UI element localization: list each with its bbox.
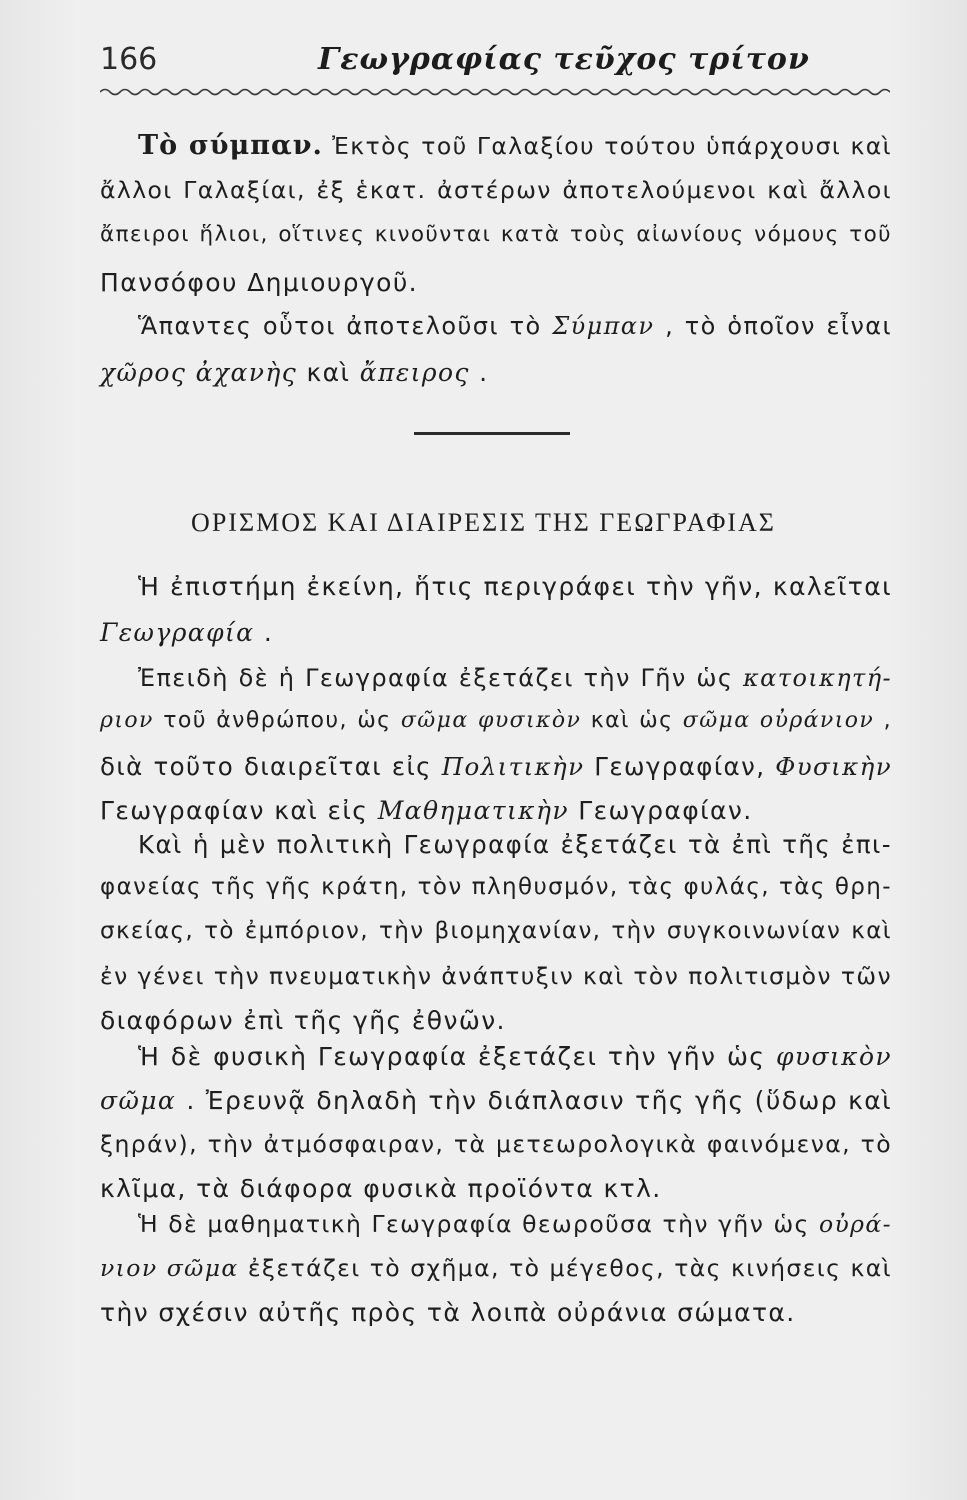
italic-term: Μαθηματικὴν [377,796,569,825]
text-fragment: . [263,618,274,647]
text-fragment: διὰ τοῦτο διαιρεῖται εἰς [100,752,442,781]
text-line: τὴν σχέσιν αὐτῆς πρὸς τὰ λοιπὰ οὐράνια σώματα. [100,1298,796,1327]
wavy-rule [100,86,890,98]
italic-term: Γεωγραφία [100,618,255,647]
page-number: 166 [100,42,158,77]
text-fragment: Γεωγραφίαν. [578,796,753,825]
text-fragment: Γεωγραφίαν καὶ εἰς [100,796,378,825]
text-line: φανείας τῆς γῆς κράτη, τὸν πληθυσμόν, τὰς φυλάς, τὰς θρη- [100,874,892,900]
text-line [100,796,753,825]
text-line [100,752,892,781]
text-line: ἄπειροι ἥλιοι, οἵτινες κινοῦνται κατὰ τοὺς αἰωνίους νόμους τοῦ [100,222,892,247]
text-line: διαφόρων ἐπὶ τῆς γῆς ἐθνῶν. [100,1006,506,1035]
text-fragment: καὶ [306,358,360,387]
text-fragment: Γεωγραφίαν, [594,752,776,781]
lead-term: Τὸ σύμπαν. [138,130,323,161]
italic-term: φυσικὸν [775,1042,892,1071]
text-fragment: καὶ ὡς [590,708,683,733]
italic-term: κατοικητή- [743,664,892,692]
text-line: σκείας, τὸ ἐμπόριον, τὴν βιομηχανίαν, τὴν συγκοινωνίαν καὶ [100,918,892,944]
text-line: κλῖμα, τὰ διάφορα φυσικὰ προϊόντα κτλ. [100,1174,662,1203]
text-line [100,618,273,647]
italic-term: Πολιτικὴν [441,752,585,781]
text-line [138,1042,892,1071]
italic-term: ριον [100,708,154,733]
text-line [138,1210,892,1238]
text-line: ἐν γένει τὴν πνευματικὴν ἀνάπτυξιν καὶ τὸν πολιτισμὸν τῶν [100,962,892,990]
text-fragment: Ἡ δὲ φυσικὴ Γεωγραφία ἐξετάζει τὴν γῆν ὡς [138,1042,776,1071]
italic-term: σῶμα φυσικὸν [400,708,582,733]
text-line [100,358,489,387]
running-title: Γεωγραφίας τεῦχος τρίτον [318,42,810,77]
text-line: Καὶ ἡ μὲν πολιτικὴ Γεωγραφία ἐξετάζει τὰ ἐπὶ τῆς ἐπι- [138,830,892,859]
text-line [100,1254,892,1282]
text-fragment: , τὸ ὁποῖον εἶναι [665,312,892,340]
italic-term: Σύμπαν [552,312,655,340]
text-fragment: Ἅπαντες οὗτοι ἀποτελοῦσι τὸ [138,312,553,340]
section-heading: ΟΡΙΣΜΟΣ ΚΑΙ ΔΙΑΙΡΕΣΙΣ ΤΗΣ ΓΕΩΓΡΑΦΙΑΣ [191,508,776,537]
text-line [100,708,892,733]
text-line [138,130,892,161]
italic-term: ἄπειρος [359,358,470,387]
text-line [138,664,892,692]
text-line [138,312,892,340]
section-divider [414,432,570,435]
text-fragment: Ἐπειδὴ δὲ ἡ Γεωγραφία ἐξετάζει τὴν Γῆν ὡς [138,664,744,692]
text-line: Πανσόφου Δημιουργοῦ. [100,268,419,297]
text-fragment: τοῦ ἀνθρώπου, ὡς [163,708,401,733]
text-fragment: ἐξετάζει τὸ σχῆμα, τὸ μέγεθος, τὰς κινήσεις καὶ [247,1254,892,1282]
italic-term: Φυσικὴν [775,752,892,781]
italic-term: χῶρος ἀχανὴς [100,358,298,387]
text-fragment: . Ἐρευνᾷ δηλαδὴ τὴν διάπλασιν τῆς γῆς (ὕδωρ καὶ [186,1086,892,1115]
text-line: ἄλλοι Γαλαξίαι, ἐξ ἑκατ. ἀστέρων ἀποτελούμενοι καὶ ἄλλοι [100,176,892,204]
italic-term: σῶμα οὐράνιον [682,708,875,733]
text-line: ξηράν), τὴν ἀτμόσφαιραν, τὰ μετεωρολογικὰ φαινόμενα, τὸ [100,1130,892,1158]
text-line: Ἡ ἐπιστήμη ἐκείνη, ἥτις περιγράφει τὴν γῆν, καλεῖται [138,572,892,601]
italic-term: νιον σῶμα [100,1254,239,1282]
text-line [100,1086,892,1115]
text-fragment: Ἐκτὸς τοῦ Γαλαξίου τούτου ὑπάρχουσι καὶ [332,132,892,160]
page-header [100,42,890,86]
text-fragment: , [883,708,892,733]
italic-term: οὐρά- [818,1210,892,1238]
text-fragment: . [479,358,489,387]
italic-term: σῶμα [100,1086,177,1115]
text-fragment: Ἡ δὲ μαθηματικὴ Γεωγραφία θεωροῦσα τὴν γῆν ὡς [138,1210,819,1238]
